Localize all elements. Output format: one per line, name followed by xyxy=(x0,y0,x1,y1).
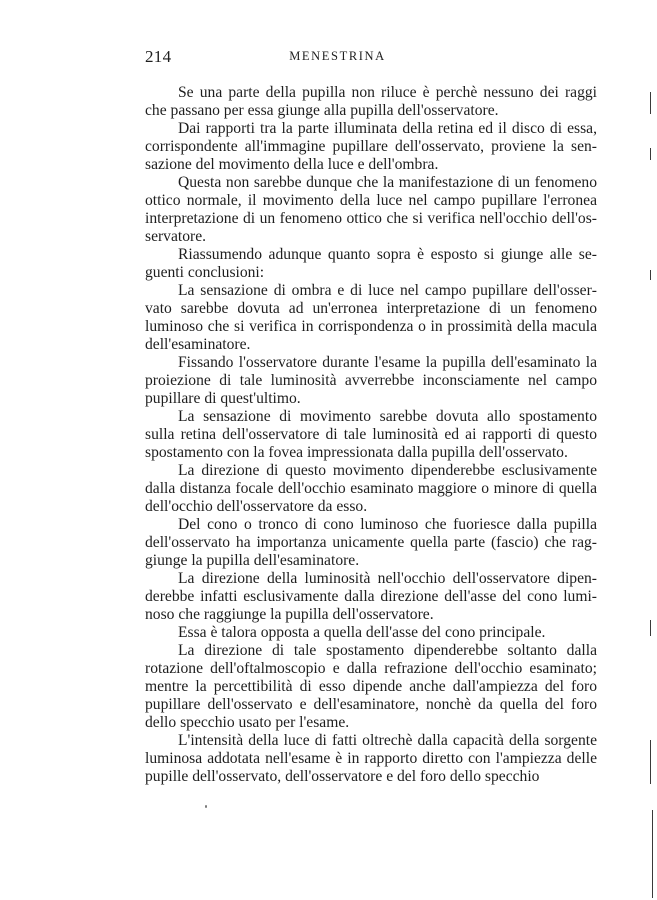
scan-edge-mark xyxy=(650,92,651,114)
paragraph-8: La direzione di questo movimento dipenderebbe esclusivamente dalla distanza focale dell'occhio esaminato maggiore o minore di quella dell'occhio dell'osservatore da esso. xyxy=(145,462,597,515)
paragraph-3: Questa non sarebbe dunque che la manifestazione di un fenomeno ottico normale, il movimento della luce nel campo pupillare l'erronea interpretazione di un fenomeno ottico che si verifica nell'occhio dell'osservatore. xyxy=(145,174,597,245)
scan-speck xyxy=(205,805,207,808)
paragraph-5: La sensazione di ombra e di luce nel campo pupillare dell'osservato sarebbe dovuta ad un'erronea interpretazione di un fenomeno luminoso che si verifica in corrispondenza o in prossimità della macula dell'esaminatore. xyxy=(145,282,597,353)
paragraph-10: La direzione della luminosità nell'occhio dell'osservatore dipenderebbe infatti esclusivamente dalla direzione dell'asse del cono luminoso che raggiunge la pupilla dell'osservatore. xyxy=(145,570,597,623)
paragraph-9: Del cono o tronco di cono luminoso che fuoriesce dalla pupilla dell'osservato ha importanza unicamente quella parte (fascio) che raggiunge la pupilla dell'esaminatore. xyxy=(145,516,597,569)
scan-edge-mark xyxy=(652,810,653,898)
paragraph-12: La direzione di tale spostamento dipenderebbe soltanto dalla rotazione dell'oftalmoscopio e dalla refrazione dell'occhio esaminato; mentre la percettibilità di esso dipende anche dall'ampiezza del foro pupillare dell'osservato e dell'esaminatore, nonchè da quella del foro dello specchio usato per l'esame. xyxy=(145,642,597,731)
paragraph-7: La sensazione di movimento sarebbe dovuta allo spostamento sulla retina dell'osservatore di tale luminosità ed ai rapporti di questo spostamento con la fovea impressionata dalla pupilla dell'osservato. xyxy=(145,408,597,461)
paragraph-11: Essa è talora opposta a quella dell'asse del cono principale. xyxy=(178,624,546,641)
page-number: 214 xyxy=(145,47,172,66)
scan-edge-mark xyxy=(650,740,651,784)
running-title: MENESTRINA xyxy=(289,49,386,63)
paragraph-6: Fissando l'osservatore durante l'esame la pupilla dell'esaminato la proiezione di tale luminosità avverrebbe inconsciamente nel campo pupillare di quest'ultimo. xyxy=(145,354,597,407)
scan-edge-mark xyxy=(650,148,651,160)
body-text xyxy=(145,84,597,786)
paragraph-4: Riassumendo adunque quanto sopra è esposto si giunge alle seguenti conclusioni: xyxy=(145,246,597,281)
paragraph-1: Se una parte della pupilla non riluce è perchè nessuno dei raggi che passano per essa giunge alla pupilla dell'osservatore. xyxy=(145,84,597,119)
scan-edge-mark xyxy=(650,620,651,636)
scan-edge-mark xyxy=(650,270,651,280)
paragraph-2: Dai rapporti tra la parte illuminata della retina ed il disco di essa, corrispondente all'immagine pupillare dell'osservato, proviene la sensazione del movimento della luce e dell'ombra. xyxy=(145,120,597,173)
paragraph-13: L'intensità della luce di fatti oltrechè dalla capacità della sorgente luminosa addotata nell'esame è in rapporto diretto con l'ampiezza delle pupille dell'osservato, dell'osservatore e del foro dello specchio xyxy=(145,732,597,785)
